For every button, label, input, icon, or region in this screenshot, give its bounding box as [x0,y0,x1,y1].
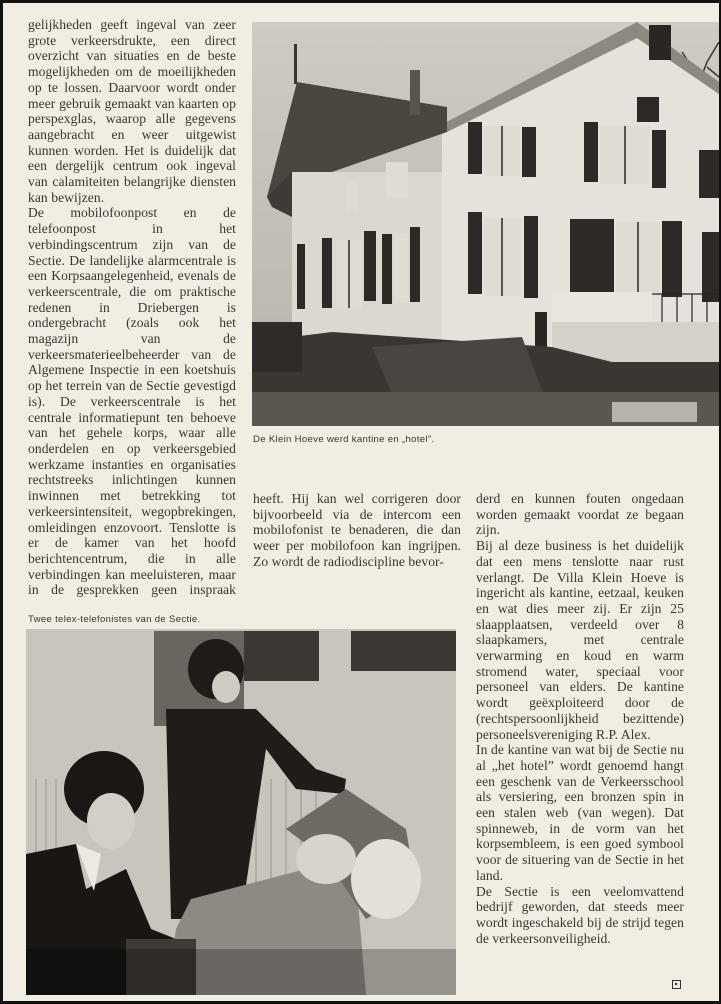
text-column-1 [28,17,236,598]
text-column-2 [253,491,461,570]
end-of-article-square-icon [672,980,681,989]
paragraph: In de kantine van wat bij de Sectie nu al „het hotel” wordt genoemd hangt een geschenk van de Verkeersschool als versiering, een bronzen spin in een stalen web (van wegen). Dat spinneweb, in de vorm van het korpsembleem, is een goed symbool voor de situering van de Sectie in het land. [476,742,684,883]
magazine-page [3,3,719,1001]
house-photo [252,22,719,426]
telex-photo-caption: Twee telex-telefonistes van de Sectie. [28,614,201,625]
house-photo-icon [252,22,719,426]
text-column-3 [476,491,684,946]
paragraph: Bij al deze business is het duidelijk dat een mens tenslotte naar rust verlangt. De Villa Klein Hoeve is ingericht als kantine, eetzaal, keuken en wat dies meer zij. Er zijn 25 slaapplaatsen, verdeeld over 8 slaapkamers, met centrale verwarming en koud en warm stromend water, speciaal voor personeel van elders. De kantine wordt geëxploiteerd door de (rechtspersoonlijkheid bezittende) personeelsvereniging R.P. Alex. [476,538,684,742]
telex-operators-photo [26,629,456,995]
paragraph: De Sectie is een veelomvattend bedrijf geworden, dat steeds meer wordt ingeschakeld bij de strijd tegen de verkeersonveiligheid. [476,883,684,946]
paragraph: gelijkheden geeft ingeval van zeer grote verkeersdrukte, een direct overzicht van situaties en de beste mogelijkheden om de moeilijkheden op te lossen. Daarvoor wordt onder meer gebruik gemaakt van kaarten op perspexglas, waarop alle gegevens aangebracht en weer uitgewist kunnen worden. Het is duidelijk dat een dergelijk centrum ook ingeval van calamiteiten belangrijke diensten kan bewijzen. [28,17,236,205]
telex-operators-photo-icon [26,629,456,995]
paragraph: De mobilofoonpost en de telefoonpost in het verbindingscentrum zijn van de Sectie. De landelijke alarmcentrale is een Korpsaangelegenheid, evenals de verkeerscentrale, die om praktische redenen in Driebergen is ondergebracht (zoals ook het magazijn van de verkeersmaterieelbeheerder van de Algemene Inspectie in een koetshuis op het terrein van de Sectie gevestigd is). De verkeerscentrale is het centrale informatiepunt ten behoeve van het gehele korps, waar alle onderdelen en op verkeersgebied werkzame instanties en organisaties rechtstreeks inlichtingen kunnen inwinnen met betrekking tot verkeersintensiteit, wegopbrekingen, omleidingen enzovoort. Tenslotte is er de kamer van het hoofd berichtencentrum, die in alle verbindingen kan meeluisteren, maar in de gesprekken geen inspraak [28,205,236,598]
house-photo-caption: De Klein Hoeve werd kantine en „hotel”. [253,434,435,445]
paragraph: heeft. Hij kan wel corrigeren door bijvoorbeeld via de intercom een mobilofonist te benaderen, die dan weer per mobilofoon kan ingrijpen. Zo wordt de radiodiscipline bevor- [253,491,461,569]
paragraph: derd en kunnen fouten ongedaan worden gemaakt voordat ze begaan zijn. [476,491,684,538]
